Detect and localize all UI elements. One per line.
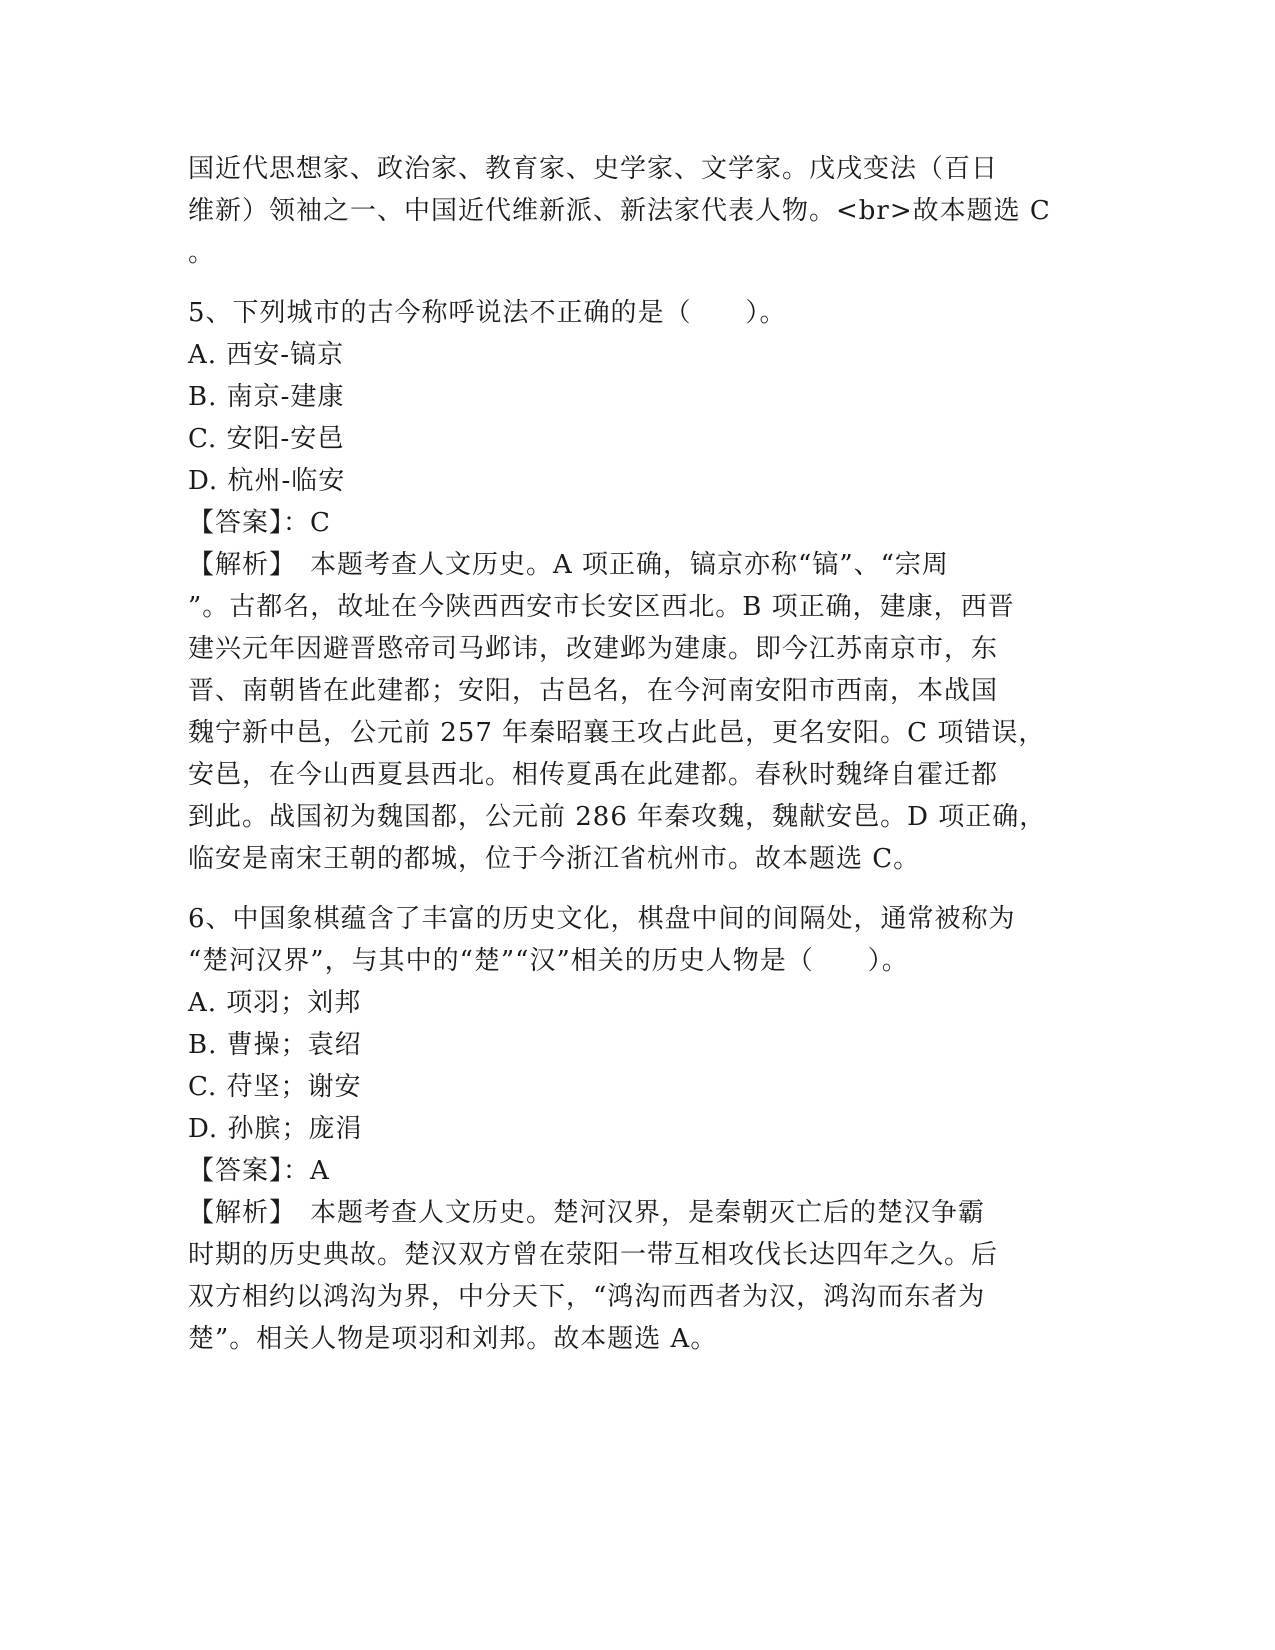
continuation-block: [188, 148, 1088, 274]
document-page: [188, 148, 1088, 1360]
text-line: 。: [188, 238, 216, 268]
question-5: [188, 292, 1088, 880]
text-line: 国近代思想家、政治家、教育家、史学家、文学家。戊戌变法（百日: [188, 154, 999, 184]
answer-line: 【答案】：C: [188, 508, 331, 538]
text-line: 维新）领袖之一、中国近代维新派、新法家代表人物。<br>故本题选 C: [188, 196, 1051, 226]
question-prompt: 6、中国象棋蕴含了丰富的历史文化，棋盘中间的间隔处，通常被称为: [188, 904, 1016, 934]
option-b: B. 曹操；袁绍: [188, 1030, 362, 1060]
option-c: C. 苻坚；谢安: [188, 1072, 362, 1102]
option-d: D. 孙膑；庞涓: [188, 1114, 363, 1144]
analysis-line: 双方相约以鸿沟为界，中分天下，“鸿沟而西者为汉，鸿沟而东者为: [188, 1282, 986, 1312]
option-d: D. 杭州-临安: [188, 466, 346, 496]
question-prompt: 5、下列城市的古今称呼说法不正确的是（ ）。: [188, 298, 787, 328]
analysis-line: 建兴元年因避晋愍帝司马邺讳，改建邺为建康。即今江苏南京市，东: [188, 634, 999, 664]
question-prompt: “楚河汉界”，与其中的“楚”“汉”相关的历史人物是（ ）。: [188, 946, 909, 976]
option-a: A. 西安-镐京: [188, 340, 345, 370]
analysis-line: 【解析】 本题考查人文历史。A 项正确，镐京亦称“镐”、“宗周: [188, 550, 949, 580]
analysis-line: 楚”。相关人物是项羽和刘邦。故本题选 A。: [188, 1324, 718, 1354]
analysis-line: 临安是南宋王朝的都城，位于今浙江省杭州市。故本题选 C。: [188, 844, 921, 874]
analysis-line: 魏宁新中邑，公元前 257 年秦昭襄王攻占此邑，更名安阳。C 项错误，: [188, 718, 1046, 748]
analysis-line: ”。古都名，故址在今陕西西安市长安区西北。B 项正确，建康，西晋: [188, 592, 1015, 622]
analysis-line: 到此。战国初为魏国都，公元前 286 年秦攻魏，魏献安邑。D 项正确，: [188, 802, 1047, 832]
analysis-line: 【解析】 本题考查人文历史。楚河汉界，是秦朝灭亡后的楚汉争霸: [188, 1198, 986, 1228]
analysis-line: 晋、南朝皆在此建都；安阳，古邑名，在今河南安阳市西南，本战国: [188, 676, 999, 706]
answer-line: 【答案】：A: [188, 1156, 330, 1186]
option-b: B. 南京-建康: [188, 382, 345, 412]
question-6: [188, 898, 1088, 1360]
analysis-line: 安邑，在今山西夏县西北。相传夏禹在此建都。春秋时魏绛自霍迁都: [188, 760, 999, 790]
option-a: A. 项羽；刘邦: [188, 988, 362, 1018]
analysis-line: 时期的历史典故。楚汉双方曾在荥阳一带互相攻伐长达四年之久。后: [188, 1240, 999, 1270]
option-c: C. 安阳-安邑: [188, 424, 345, 454]
